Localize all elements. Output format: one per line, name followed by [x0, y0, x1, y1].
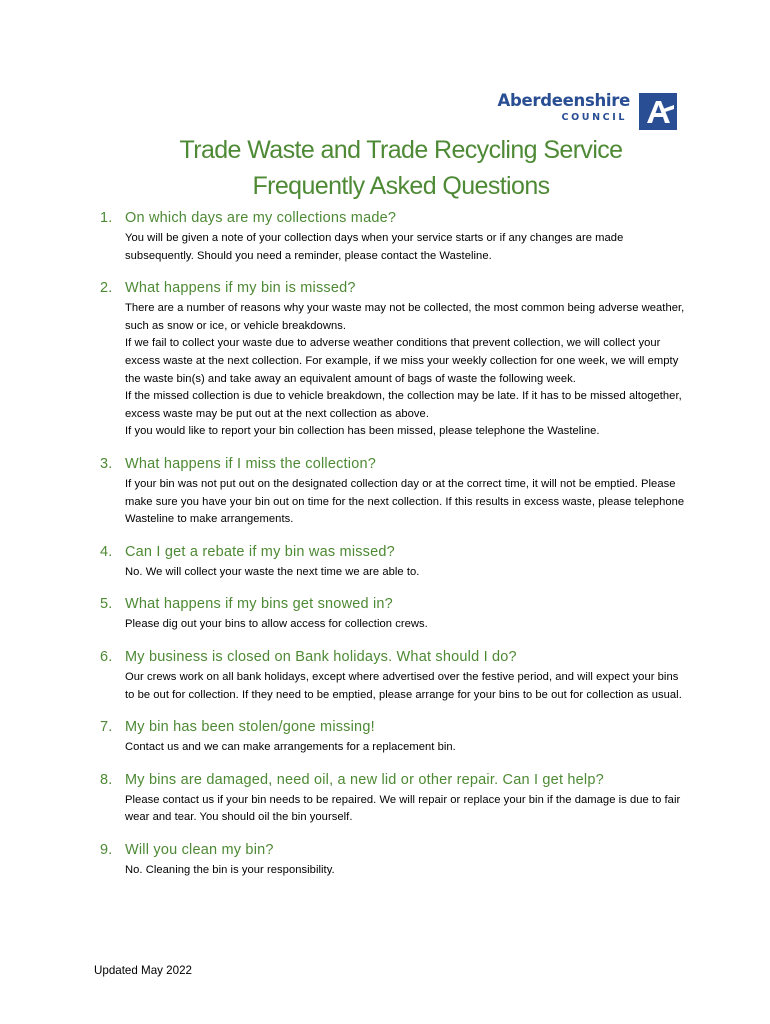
faq-question-text: Will you clean my bin? [125, 841, 274, 858]
page-title-line-1: Trade Waste and Trade Recycling Service [179, 136, 623, 164]
faq-question-text: My bins are damaged, need oil, a new lid or other repair. Can I get help? [125, 771, 604, 788]
faq-answer-paragraph: Our crews work on all bank holidays, except where advertised over the festive period, and will expect your bins to be out for collection. If they need to be emptied, please arrange for your bins to be out for collection as usual. [125, 670, 682, 701]
faq-question [98, 769, 688, 791]
faq-question-text: Can I get a rebate if my bin was missed? [125, 543, 395, 560]
page-title-line-2: Frequently Asked Questions [252, 172, 550, 200]
faq-item [98, 839, 688, 880]
faq-question [98, 716, 688, 738]
faq-item [98, 593, 688, 634]
faq-number: 2. [100, 280, 113, 297]
faq-question-text: My business is closed on Bank holidays. What should I do? [125, 648, 517, 665]
faq-number: 7. [100, 719, 113, 736]
faq-answer [98, 669, 688, 704]
faq-number: 4. [100, 543, 113, 560]
faq-question [98, 277, 688, 299]
faq-answer [98, 476, 688, 529]
faq-answer-paragraph: There are a number of reasons why your waste may not be collected, the most common being adverse weather, such as snow or ice, or vehicle breakdowns. [125, 302, 685, 332]
logo-council-text: COUNCIL [561, 112, 627, 123]
faq-answer-paragraph: If you would like to report your bin collection has been missed, please telephone the Wasteline. [125, 425, 600, 438]
logo-wordmark: Aberdeenshire [497, 91, 630, 110]
faq-answer-paragraph: No. Cleaning the bin is your responsibility. [125, 863, 335, 876]
faq-item [98, 769, 688, 827]
faq-answer [98, 564, 688, 582]
faq-answer-paragraph: No. We will collect your waste the next time we are able to. [125, 565, 420, 578]
faq-answer-paragraph: Contact us and we can make arrangements for a replacement bin. [125, 741, 456, 754]
faq-item [98, 277, 688, 441]
faq-item [98, 646, 688, 704]
faq-answer-paragraph: If we fail to collect your waste due to adverse weather conditions that prevent collection, we will collect your excess waste at the next collection. For example, if we miss your weekly collection for one week, we will empty the waste bin(s) and take away an equivalent amount of bags of waste the following week. [125, 337, 679, 385]
page-title [0, 132, 770, 204]
faq-question-text: What happens if I miss the collection? [125, 455, 376, 472]
faq-answer-paragraph: Please contact us if your bin needs to be repaired. We will repair or replace your bin if the damage is due to fair wear and tear. You should oil the bin yourself. [125, 793, 681, 824]
faq-question [98, 839, 688, 861]
faq-number: 5. [100, 596, 113, 613]
faq-answer [98, 862, 688, 880]
faq-answer-paragraph: If your bin was not put out on the designated collection day or at the correct time, it will not be emptied. Please make sure you have your bin out on time for the next collection. If this results in excess waste, please telephone Wasteline to make arrangements. [125, 477, 685, 526]
faq-item [98, 453, 688, 529]
faq-answer [98, 739, 688, 757]
faq-number: 9. [100, 841, 113, 858]
faq-answer-paragraph: You will be given a note of your collection days when your service starts or if any changes are made subsequently. Should you need a reminder, please contact the Wasteline. [125, 232, 624, 262]
faq-answer-paragraph: If the missed collection is due to vehicle breakdown, the collection may be late. If it has to be missed altogether, excess waste may be put out at the next collection as above. [125, 390, 682, 420]
faq-question [98, 207, 688, 229]
faq-question [98, 593, 688, 615]
council-logo [490, 92, 680, 132]
aberdeenshire-a-icon [639, 93, 677, 130]
faq-item [98, 541, 688, 582]
faq-list [98, 207, 688, 891]
faq-item [98, 207, 688, 265]
faq-answer [98, 300, 688, 441]
faq-question-text: On which days are my collections made? [125, 210, 397, 226]
faq-item [98, 716, 688, 757]
faq-question-text: What happens if my bins get snowed in? [125, 596, 393, 613]
faq-number: 3. [100, 455, 113, 472]
faq-question [98, 646, 688, 668]
updated-date: Updated May 2022 [94, 964, 192, 977]
faq-question-text: My bin has been stolen/gone missing! [125, 719, 375, 736]
faq-question [98, 541, 688, 563]
faq-answer [98, 230, 688, 265]
faq-number: 1. [100, 210, 113, 226]
faq-number: 6. [100, 648, 113, 665]
faq-number: 8. [100, 771, 113, 788]
faq-question-text: What happens if my bin is missed? [125, 280, 356, 297]
faq-question [98, 453, 688, 475]
faq-answer-paragraph: Please dig out your bins to allow access for collection crews. [125, 618, 428, 631]
faq-answer [98, 616, 688, 634]
faq-answer [98, 792, 688, 827]
